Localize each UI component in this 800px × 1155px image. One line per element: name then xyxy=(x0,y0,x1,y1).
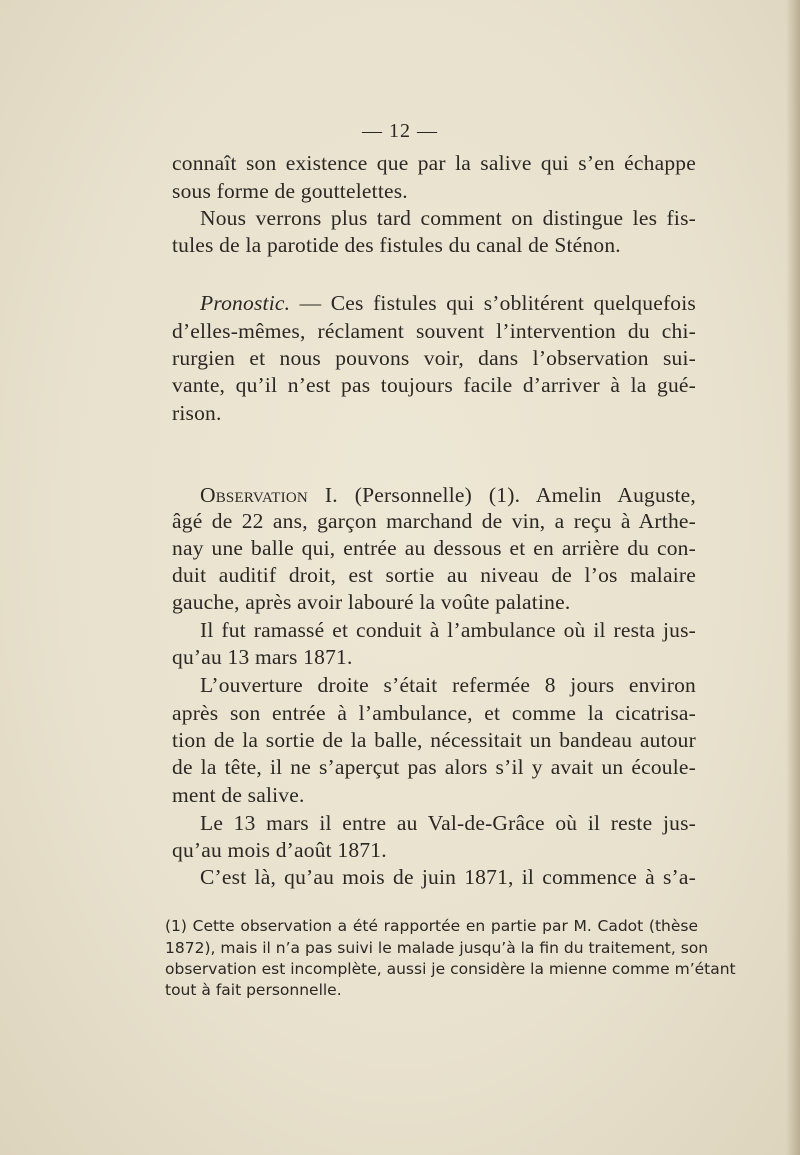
text-line: ment de salive. xyxy=(172,783,305,807)
text-line: rison. xyxy=(172,401,222,425)
text-fragment: — Ces fistules qui s’oblitérent quelquefois xyxy=(290,291,696,315)
text-line: qu’au mois d’août 1871. xyxy=(172,838,387,862)
text-line: sous forme de gouttelettes. xyxy=(172,179,408,203)
footnote-line: (1) Cette observation a été rapportée en partie par M. Cadot (thèse xyxy=(165,917,698,935)
text-line: gauche, après avoir labouré la voûte palatine. xyxy=(172,590,571,614)
observation-first-line xyxy=(200,482,696,508)
text-line: vante, qu’il n’est pas toujours facile d’arriver à la gué- xyxy=(172,373,696,397)
footnote-line: tout à fait personnelle. xyxy=(165,981,342,999)
text-line: Nous verrons plus tard comment on distingue les fis- xyxy=(200,206,696,230)
page-edge-shadow xyxy=(786,0,800,1155)
text-line: de la tête, il ne s’aperçut pas alors s’il y avait un écoule- xyxy=(172,755,696,779)
text-fragment: I. (Personnelle) (1). Amelin Auguste, xyxy=(307,483,696,507)
text-line: L’ouverture droite s’était refermée 8 jours environ xyxy=(200,673,696,697)
footnote-line: observation est incomplète, aussi je considère la mienne comme m’étant xyxy=(165,960,736,978)
footnote-line: 1872), mais il n’a pas suivi le malade jusqu’à la fin du traitement, son xyxy=(165,939,709,957)
text-line: d’elles-mêmes, réclament souvent l’intervention du chi- xyxy=(172,319,696,343)
pronostic-first-line xyxy=(200,290,696,316)
text-line: nay une balle qui, entrée au dessous et en arrière du con- xyxy=(172,536,696,560)
text-line: Le 13 mars il entre au Val-de-Grâce où il reste jus- xyxy=(200,811,696,835)
page-number: — 12 — xyxy=(362,120,438,142)
section-heading-pronostic: Pronostic. xyxy=(200,291,291,315)
text-line: tules de la parotide des fistules du canal de Sténon. xyxy=(172,233,621,257)
text-line: rurgien et nous pouvons voir, dans l’observation sui- xyxy=(172,346,696,370)
text-line: connaît son existence que par la salive qui s’en échappe xyxy=(172,151,696,175)
text-line: Il fut ramassé et conduit à l’ambulance où il resta jus- xyxy=(200,618,696,642)
text-line: après son entrée à l’ambulance, et comme la cicatrisa- xyxy=(172,701,696,725)
text-line: duit auditif droit, est sortie au niveau de l’os malaire xyxy=(172,563,696,587)
text-line: tion de la sortie de la balle, nécessitait un bandeau autour xyxy=(172,728,696,752)
text-line: âgé de 22 ans, garçon marchand de vin, a reçu à Arthe- xyxy=(172,509,696,533)
text-line: C’est là, qu’au mois de juin 1871, il commence à s’a- xyxy=(200,865,696,889)
text-line: qu’au 13 mars 1871. xyxy=(172,645,353,669)
section-heading-observation: Observation xyxy=(200,483,308,507)
